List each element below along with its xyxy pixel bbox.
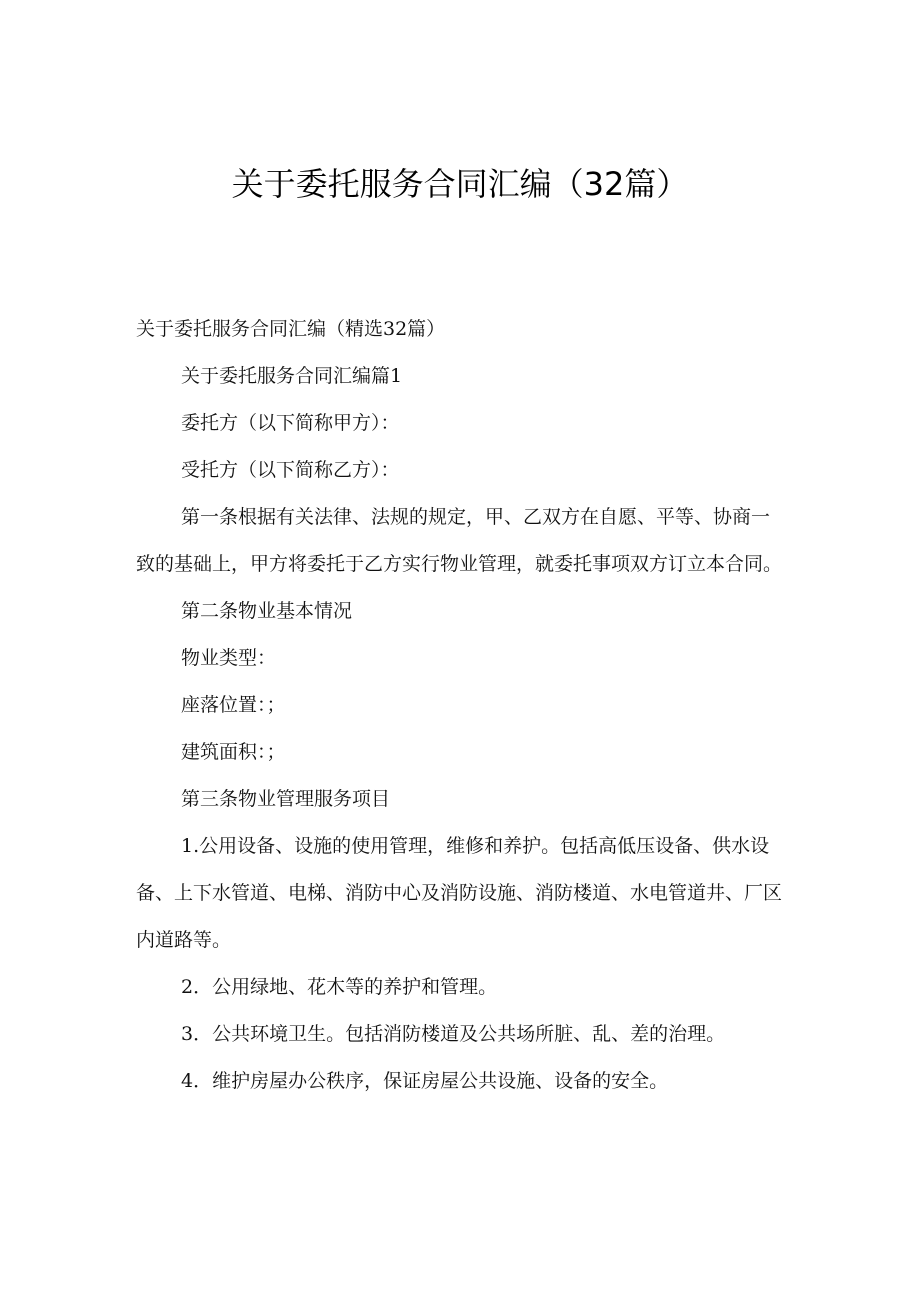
paragraph-article-2: 第二条物业基本情况 bbox=[181, 600, 353, 622]
paragraph-item-3: 3．公共环境卫生。包括消防楼道及公共场所脏、乱、差的治理。 bbox=[181, 1023, 726, 1045]
paragraph-property-type: 物业类型： bbox=[181, 647, 277, 669]
paragraph-article-3: 第三条物业管理服务项目 bbox=[181, 788, 391, 810]
document-title: 关于委托服务合同汇编（32篇） bbox=[231, 165, 689, 203]
paragraph-item-1: 1.公用设备、设施的使用管理，维修和养护。包括高低压设备、供水设备、上下水管道、电梯、消防中心及消防设施、消防楼道、水电管道井、厂区内道路等。 bbox=[136, 835, 783, 951]
paragraph-party-b: 受托方（以下简称乙方）： bbox=[181, 459, 400, 481]
paragraph-article-1: 第一条根据有关法律、法规的规定，甲、乙双方在自愿、平等、协商一致的基础上，甲方将委托于乙方实行物业管理，就委托事项双方订立本合同。 bbox=[136, 506, 783, 575]
paragraph-item-2: 2．公用绿地、花木等的养护和管理。 bbox=[181, 976, 498, 998]
paragraph-location: 座落位置：； bbox=[181, 694, 286, 716]
document-body bbox=[136, 306, 784, 1105]
paragraph-party-a: 委托方（以下简称甲方）： bbox=[181, 412, 400, 434]
paragraph-floor-area: 建筑面积：； bbox=[181, 741, 286, 763]
paragraph-subtitle: 关于委托服务合同汇编（精选32篇） bbox=[136, 318, 446, 340]
paragraph-item-4: 4．维护房屋办公秩序，保证房屋公共设施、设备的安全。 bbox=[181, 1070, 669, 1092]
paragraph-section-heading: 关于委托服务合同汇编篇1 bbox=[181, 365, 403, 387]
